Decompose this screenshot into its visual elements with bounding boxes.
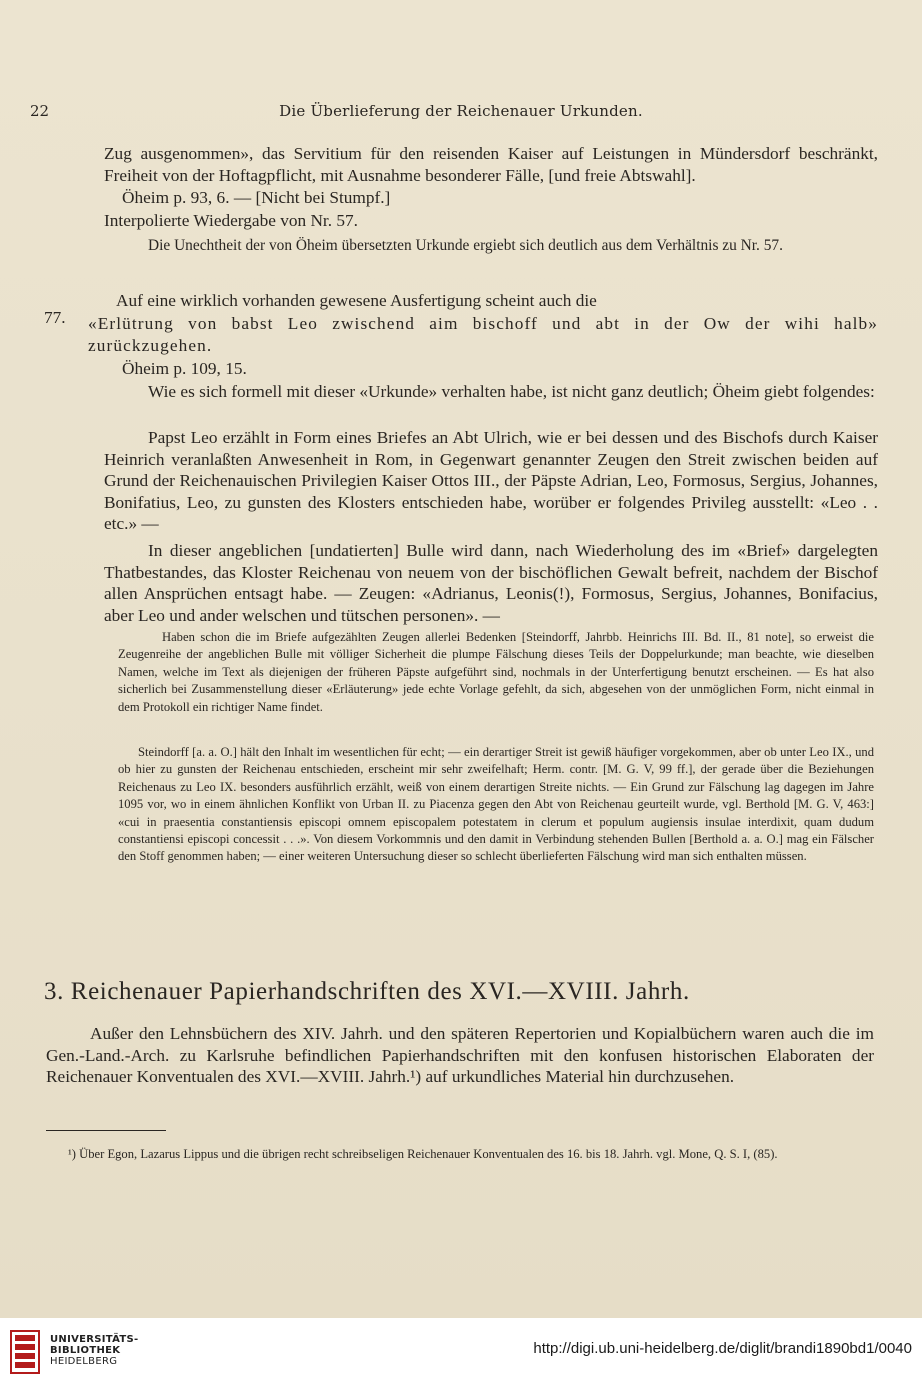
entry-77-title: «Erlütrung von babst Leo zwischend aim bischoff und abt in der Ow der wihi halb» zurückzugehen. <box>88 314 878 355</box>
critical-note-1: Haben schon die im Briefe aufgezählten Zeugen allerlei Bedenken [Steindorff, Jahrbb. Heinrichs III. Bd. II., 81 note], so erweist die Zeugenreihe der angeblichen Bulle mit völliger Sicherheit die plumpe Fälschung dieses Teils der Doppelurkunde; man beachte, wie dieselben Namen, welche im Text als diejenigen der früheren Päpste aufgeführt sind, nochmals in der Unterfertigung benutzt erscheinen. — Es hat also sicherlich bei Zusammenstellung dieser «Erläuterung» jede echte Vorlage gefehlt, da sich, abgesehen von der unmöglichen Form, nicht einmal in dem Protokoll ein richtiger Name findet. <box>118 630 874 714</box>
section-body: Außer den Lehnsbüchern des XIV. Jahrh. und den späteren Repertorien und Kopialbüchern waren auch die im Gen.-Land.-Arch. zu Karlsruhe befindlichen Papierhandschriften mit den konfusen historischen Elaboraten der Reichenauer Konventualen des XVI.—XVIII. Jahrh.¹) auf urkundliches Material hin durchzusehen. <box>46 1024 874 1086</box>
footnote: ¹) Über Egon, Lazarus Lippus und die übrigen recht schreibseligen Reichenauer Konventualen des 16. bis 18. Jahrh. vgl. Mone, Q. S. I, (85). <box>68 1147 778 1161</box>
section-heading: 3. Reichenauer Papierhandschriften des XVI.—XVIII. Jahrh. <box>44 978 690 1005</box>
critical-note-2: Steindorff [a. a. O.] hält den Inhalt im wesentlichen für echt; — ein derartiger Streit ist gewiß häufiger vorgekommen, aber ob unter Leo IX., und ob hier zu gunsten der Reichenau entschieden, erscheint mir sehr zweifelhaft; Herm. contr. [M. G. V, 99 ff.], der gerade über die Beziehungen Reichenaus zu Leo IX. besonders ausführlich erzählt, weiß von einem derartigen Streite nichts. — Ein Grund zur Fälschung lag dagegen im Jahre 1095 vor, wo in einem ähnlichen Konflikt von Urban II. zu Piacenza gegen den Abt von Reichenau geurteilt wurde, vgl. Berthold [M. G. V, 463:] «cui in praesentia constantiensis episcopi omnem episcopalem potestatem in clerum et populum augiensis insulae interdixit, quam dudum constantiensi episcopi concessit . . .». Von diesem Vorkommnis und den damit in Verbindung stehenden Bullen [Berthold a. a. O.] mag ein Fälscher den Stoff genommen haben; — einer weiteren Untersuchung dieser so schlecht überlieferten Fälschung wird man sich enthalten müssen. <box>118 745 874 864</box>
entry-number: 77. <box>44 308 66 327</box>
entry-76-paragraph: Zug ausgenommen», das Servitium für den reisenden Kaiser auf Leistungen in Mündersdorf beschränkt, Freiheit von der Hoftagpflicht, mit Ausnahme besonderer Fälle, [und freie Abtswahl]. <box>104 144 878 185</box>
library-name <box>50 1334 139 1367</box>
footnote-separator <box>46 1130 166 1131</box>
library-name-line-2: BIBLIOTHEK <box>50 1345 121 1356</box>
permalink-url[interactable]: http://digi.ub.uni-heidelberg.de/diglit/brandi1890bd1/0040 <box>533 1340 912 1357</box>
entry-76-citation: Öheim p. 93, 6. — [Nicht bei Stumpf.] <box>122 188 391 207</box>
entry-77-intro: Auf eine wirklich vorhanden gewesene Ausfertigung scheint auch die <box>116 291 597 310</box>
entry-77-citation: Öheim p. 109, 15. <box>122 359 247 378</box>
entry-76-text <box>104 143 878 186</box>
entry-76-remark: Die Unechtheit der von Öheim übersetzten Urkunde ergiebt sich deutlich aus dem Verhältnis zu Nr. 57. <box>148 237 783 254</box>
page-number: 22 <box>30 102 50 120</box>
entry-77-paragraph-2: Papst Leo erzählt in Form eines Briefes an Abt Ulrich, wie er bei dessen und des Bischofs durch Kaiser Heinrich veranlaßten Anwesenheit in Rom, in Gegenwart genannter Zeugen den Streit zwischen beiden auf Grund der Reichenauischen Privilegien Kaiser Ottos III., der Päpste Adrian, Leo, Formosus, Sergius, Johannes, Bonifatius, Leo, zu gunsten des Klosters entschieden habe, worüber er folgendes Privileg ausstellt: «Leo . . etc.» — <box>104 428 878 533</box>
entry-77-paragraph-1: Wie es sich formell mit dieser «Urkunde» verhalten habe, ist nicht ganz deutlich; Öheim giebt folgendes: <box>148 382 875 401</box>
university-library-logo-icon <box>10 1330 40 1374</box>
library-name-line-1: UNIVERSITÄTS- <box>50 1334 139 1345</box>
page-header <box>0 102 922 124</box>
viewer-footer <box>0 1318 922 1386</box>
running-title: Die Überlieferung der Reichenauer Urkunden. <box>279 102 643 120</box>
library-name-line-3: HEIDELBERG <box>50 1356 118 1367</box>
entry-77-paragraph-3: In dieser angeblichen [undatierten] Bulle wird dann, nach Wiederholung des im «Brief» dargelegten Thatbestandes, das Kloster Reichenau von neuem von der bischöflichen Gewalt befreit, nachdem der Bischof allen Ansprüchen entsagt habe. — Zeugen: «Adrianus, Leonis(!), Formosus, Sergius, Johannes, Bonifacius, aber Leo und ander welschen und tütschen personen». — <box>104 541 878 625</box>
entry-76-note: Interpolierte Wiedergabe von Nr. 57. <box>104 211 358 230</box>
